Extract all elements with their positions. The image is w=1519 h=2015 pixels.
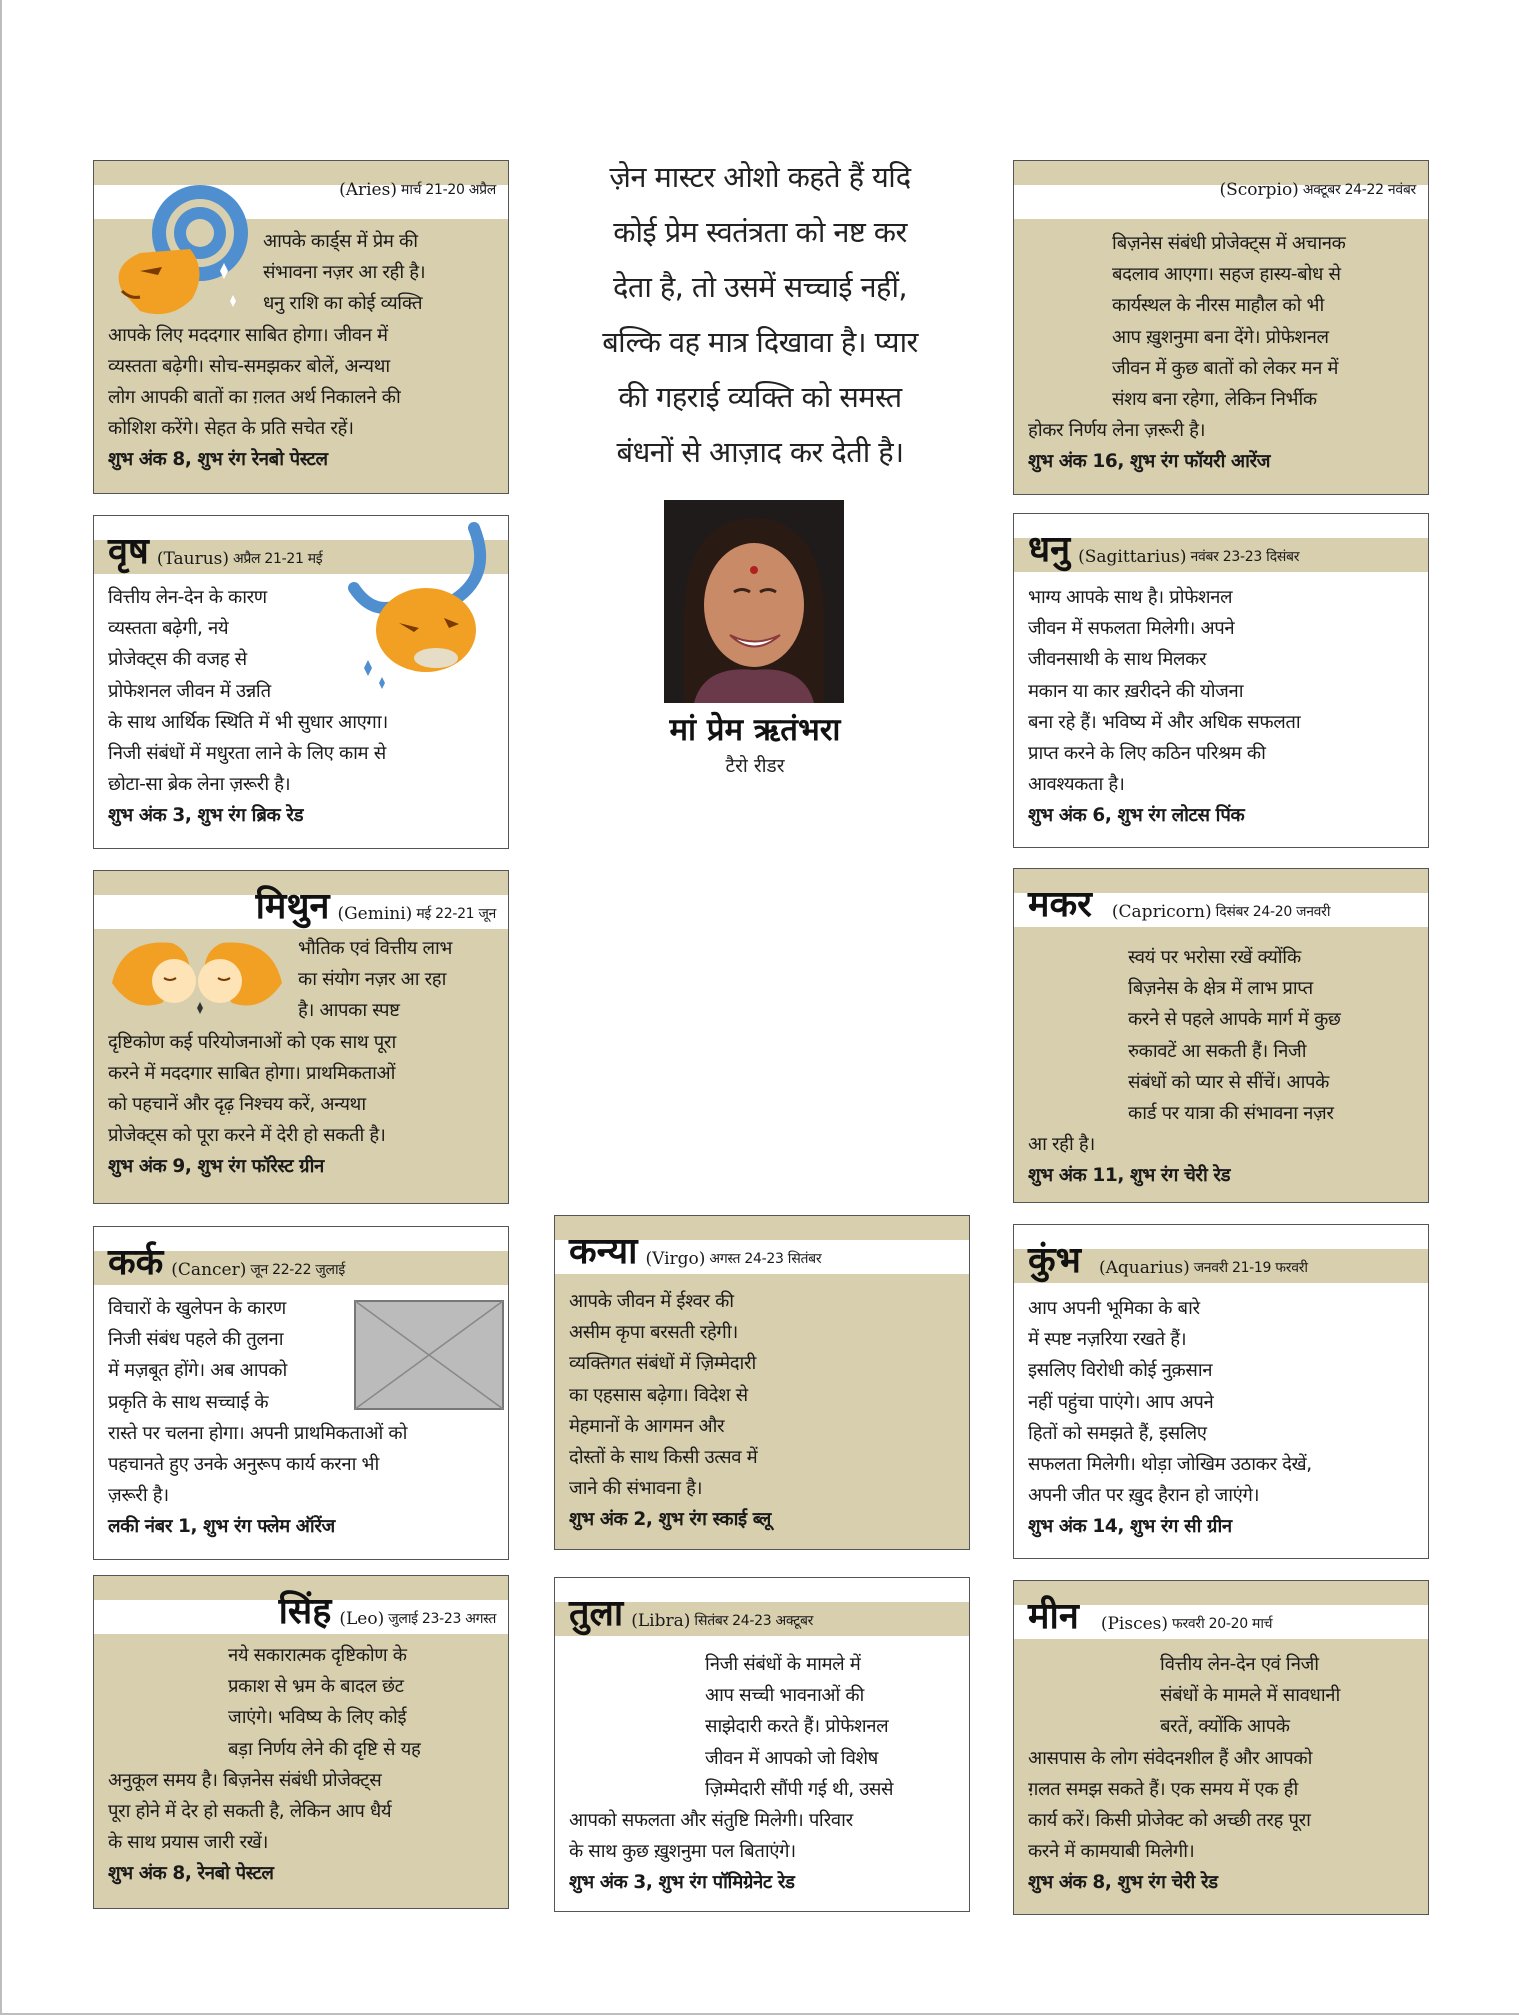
text-line: प्रोजेक्ट्स को पूरा करने में देरी हो सकती है। [108,1125,386,1147]
text-line: वित्तीय लेन-देन के कारण [108,587,267,608]
text-line: भौतिक एवं वित्तीय लाभ [298,938,453,959]
quote-line: की गहराई व्यक्ति को समस्त [618,380,902,414]
sign-english-name: (Leo) [339,1609,385,1629]
text-line: हितों को समझते हैं, इसलिए [1028,1422,1207,1444]
sign-name: सिंह [278,1591,332,1632]
sign-dates: फरवरी 20-20 मार्च [1172,1616,1273,1632]
sign-english-name: (Capricorn) [1111,902,1212,922]
lucky-number-color: शुभ अंक 6, शुभ रंग लोटस पिंक [1028,805,1245,827]
sign-dates: जुलाई 23-23 अगस्त [388,1611,496,1627]
text-line: रुकावटें आ सकती हैं। निजी [1128,1040,1307,1062]
horoscope-libra [554,1577,970,1912]
text-line: संबंधों के मामले में सावधानी [1160,1685,1340,1707]
text-line: व्यस्तता बढ़ेगी। सोच-समझकर बोलें, अन्यथा [108,355,390,377]
text-line: प्रकाश से भ्रम के बादल छंट [228,1676,404,1698]
sign-english-name: (Sagittarius) [1078,547,1187,567]
author-photo [664,500,844,703]
text-line: बना रहे हैं। भविष्य में और अधिक सफलता [1028,711,1301,733]
sign-dates: सितंबर 24-23 अक्टूबर [694,1613,814,1629]
text-line: कार्य करें। किसी प्रोजेक्ट को अच्छी तरह पूरा [1028,1810,1311,1832]
text-line: बिज़नेस के क्षेत्र में लाभ प्राप्त [1128,978,1313,1000]
text-line: नहीं पहुंचा पाएंगे। आप अपने [1028,1391,1214,1413]
lucky-number-color: शुभ अंक 8, शुभ रंग चेरी रेड [1028,1872,1218,1894]
sign-english-name: (Libra) [631,1611,691,1631]
lucky-number-color: शुभ अंक 8, रेनबो पेस्टल [108,1863,274,1885]
horoscope-cancer [93,1226,509,1560]
text-line: अनुकूल समय है। बिज़नेस संबंधी प्रोजेक्ट्स [108,1769,382,1791]
text-line: बरतें, क्योंकि आपके [1160,1716,1290,1738]
horoscope-text [108,1293,496,1543]
text-line: के साथ आर्थिक स्थिति में भी सुधार आएगा। [108,711,388,733]
text-line: साझेदारी करते हैं। प्रोफेशनल [705,1716,889,1738]
sign-name: वृष [108,531,149,572]
text-line: जाएंगे। भविष्य के लिए कोई [228,1707,407,1729]
portrait-image [664,500,844,703]
text-line: प्रोफेशनल जीवन में उन्नति [108,680,271,702]
text-line: इसलिए विरोधी कोई नुक़सान [1028,1360,1213,1382]
sign-english-name: (Scorpio) [1219,180,1299,200]
horoscope-pisces [1013,1580,1429,1915]
sign-english-name: (Virgo) [645,1249,706,1269]
quote-line: ज़ेन मास्टर ओशो कहते हैं यदि [609,160,911,194]
sign-dates: नवंबर 23-23 दिसंबर [1190,549,1300,565]
horoscope-virgo [554,1215,970,1550]
text-line: में मज़बूत होंगे। अब आपको [108,1360,287,1382]
sign-header [1028,530,1299,570]
sign-dates: अप्रैल 21-21 मई [233,551,323,567]
text-line: होकर निर्णय लेना ज़रूरी है। [1028,420,1206,442]
text-line: ज़िम्मेदारी सौंपी गई थी, उससे [705,1778,894,1800]
text-line: भाग्य आपके साथ है। प्रोफेशनल [1028,587,1233,608]
text-line: निजी संबंधों के मामले में [705,1654,861,1675]
sign-name: मकर [1028,884,1092,925]
horoscope-leo [93,1575,509,1909]
author-role: टैरो रीडर [725,755,785,777]
sign-header [108,532,322,572]
lucky-number-color: शुभ अंक 8, शुभ रंग रेनबो पेस्टल [108,449,328,471]
text-line: जाने की संभावना है। [569,1478,703,1500]
sign-english-name: (Pisces) [1100,1614,1169,1634]
sign-dates: जून 22-22 जुलाई [250,1262,345,1278]
text-line: है। आपका स्पष्ट [298,1000,400,1022]
text-line: व्यक्तिगत संबंधों में ज़िम्मेदारी [569,1353,756,1375]
sign-dates: जनवरी 21-19 फरवरी [1193,1260,1308,1276]
sign-english-name: (Cancer) [171,1260,247,1280]
text-line: बदलाव आएगा। सहज हास्य-बोध से [1112,264,1341,286]
horoscope-gemini [93,870,509,1204]
text-line: का संयोग नज़र आ रहा [298,969,447,991]
horoscope-aries [93,160,509,494]
text-line: स्वयं पर भरोसा रखें क्योंकि [1128,947,1301,968]
sign-header [1028,1597,1272,1637]
text-line: आ रही है। [1028,1134,1095,1156]
text-line: संभावना नज़र आ रही है। [263,262,426,284]
sign-header [569,1594,813,1634]
sign-name: तुला [569,1593,624,1634]
sign-dates: दिसंबर 24-20 जनवरी [1215,904,1331,920]
text-line: जीवन में कुछ बातों को लेकर मन में [1112,357,1339,379]
sign-header [108,1243,345,1283]
sign-name: कुंभ [1028,1240,1081,1281]
sign-english-name: (Gemini) [337,904,413,924]
horoscope-aquarius [1013,1224,1429,1559]
lucky-number-color: शुभ अंक 11, शुभ रंग चेरी रेड [1028,1165,1231,1187]
horoscope-scorpio [1013,160,1429,495]
text-line: रास्ते पर चलना होगा। अपनी प्राथमिकताओं को [108,1422,407,1444]
lucky-number-color: शुभ अंक 2, शुभ रंग स्काई ब्लू [569,1509,771,1531]
text-line: आप अपनी भूमिका के बारे [1028,1298,1200,1319]
text-line: कार्ड पर यात्रा की संभावना नज़र [1128,1103,1334,1125]
text-line: निजी संबंधों में मधुरता लाने के लिए काम से [108,743,386,765]
horoscope-text [1028,582,1416,832]
horoscope-text [569,1286,957,1536]
text-line: ज़रूरी है। [108,1485,169,1507]
text-line: आपके जीवन में ईश्वर की [569,1291,734,1312]
text-line: धनु राशि का कोई व्यक्ति [263,293,423,315]
sign-english-name: (Aquarius) [1098,1258,1190,1278]
text-line: करने से पहले आपके मार्ग में कुछ [1128,1009,1341,1031]
text-line: आसपास के लोग संवेदनशील हैं और आपको [1028,1747,1312,1769]
quote-line: बल्कि वह मात्र दिखावा है। प्यार [602,325,918,359]
lucky-number-color: शुभ अंक 14, शुभ रंग सी ग्रीन [1028,1516,1232,1538]
text-line: व्यस्तता बढ़ेगी, नये [108,618,229,640]
text-line: प्रकृति के साथ सच्चाई के [108,1391,269,1413]
sign-header [1028,885,1330,925]
text-line: दोस्तों के साथ किसी उत्सव में [569,1447,758,1469]
sign-english-name: (Taurus) [156,549,229,569]
sign-english-name: (Aries) [339,180,397,200]
text-line: अपनी जीत पर ख़ुद हैरान हो जाएंगे। [1028,1485,1260,1507]
text-line: आपके लिए मददगार साबित होगा। जीवन में [108,324,388,346]
text-line: करने में कामयाबी मिलेगी। [1028,1841,1195,1863]
sign-header [256,887,496,927]
lucky-number-color: शुभ अंक 16, शुभ रंग फॉयरी आरेंज [1028,451,1271,473]
text-line: आप ख़ुशनुमा बना देंगे। प्रोफेशनल [1112,326,1329,348]
horoscope-text [108,933,496,1183]
text-line: सफलता मिलेगी। थोड़ा जोखिम उठाकर देखें, [1028,1454,1312,1476]
text-line: कोशिश करेंगे। सेहत के प्रति सचेत रहें। [108,418,354,440]
sign-dates: मई 22-21 जून [416,906,496,922]
text-line: प्राप्त करने के लिए कठिन परिश्रम की [1028,743,1266,765]
quote-line: देता है, तो उसमें सच्चाई नहीं, [613,270,907,304]
text-line: मकान या कार ख़रीदने की योजना [1028,680,1244,702]
text-line: जीवनसाथी के साथ मिलकर [1028,649,1207,671]
horoscope-text [1028,1649,1416,1899]
text-line: संबंधों को प्यार से सींचें। आपके [1128,1071,1329,1093]
horoscope-text [569,1649,957,1899]
horoscope-sagittarius [1013,513,1429,848]
text-line: बिज़नेस संबंधी प्रोजेक्ट्स में अचानक [1112,233,1346,254]
sign-name: कन्या [569,1231,638,1272]
text-line: करने में मददगार साबित होगा। प्राथमिकताओं [108,1062,396,1084]
quote-line: कोई प्रेम स्वतंत्रता को नष्ट कर [613,215,907,249]
text-line: मेहमानों के आगमन और [569,1415,725,1437]
text-line: पहचानते हुए उनके अनुरूप कार्य करना भी [108,1454,379,1476]
sign-name: मिथुन [255,886,330,927]
text-line: दृष्टिकोण कई परियोजनाओं को एक साथ पूरा [108,1031,396,1053]
text-line: असीम कृपा बरसती रहेगी। [569,1322,738,1344]
text-line: आपको सफलता और संतुष्टि मिलेगी। परिवार [569,1810,853,1832]
sign-header [1211,177,1416,203]
text-line: कार्यस्थल के नीरस माहौल को भी [1112,295,1324,317]
text-line: लोग आपकी बातों का ग़लत अर्थ निकालने की [108,387,401,409]
text-line: आप सच्ची भावनाओं की [705,1685,864,1707]
sign-header [569,1232,821,1272]
sign-dates: मार्च 21-20 अप्रैल [400,182,496,198]
sign-header [331,177,496,203]
sign-dates: अगस्त 24-23 सितंबर [709,1251,822,1267]
text-line: जीवन में आपको जो विशेष [705,1747,878,1769]
text-line: आवश्यकता है। [1028,774,1125,796]
horoscope-text [108,226,496,476]
text-line: नये सकारात्मक दृष्टिकोण के [228,1645,407,1666]
sign-dates: अक्टूबर 24-22 नवंबर [1302,182,1416,198]
lucky-number-color: शुभ अंक 3, शुभ रंग पॉमिग्रेनेट रेड [569,1872,795,1894]
lucky-number-color: शुभ अंक 3, शुभ रंग ब्रिक रेड [108,805,304,827]
sign-name: कर्क [108,1242,164,1283]
horoscope-capricorn [1013,868,1429,1203]
horoscope-text [108,1640,496,1890]
text-line: के साथ कुछ ख़ुशनुमा पल बिताएंगे। [569,1841,796,1863]
text-line: छोटा-सा ब्रेक लेना ज़रूरी है। [108,774,291,796]
text-line: को पहचानें और दृढ़ निश्चय करें, अन्यथा [108,1094,366,1116]
text-line: के साथ प्रयास जारी रखें। [108,1832,268,1854]
text-line: प्रोजेक्ट्स की वजह से [108,649,247,671]
sign-header [1028,1241,1308,1281]
text-line: पूरा होने में देर हो सकती है, लेकिन आप धैर्य [108,1801,392,1823]
text-line: का एहसास बढ़ेगा। विदेश से [569,1384,748,1406]
horoscope-text [1028,1293,1416,1543]
quote-line: बंधनों से आज़ाद कर देती है। [616,435,904,469]
text-line: ग़लत समझ सकते हैं। एक समय में एक ही [1028,1778,1298,1800]
horoscope-text [1028,228,1416,478]
text-line: वित्तीय लेन-देन एवं निजी [1160,1654,1319,1675]
text-line: संशय बना रहेगा, लेकिन निर्भीक [1112,389,1317,411]
text-line: में स्पष्ट नज़रिया रखते हैं। [1028,1329,1187,1351]
text-line: बड़ा निर्णय लेने की दृष्टि से यह [228,1738,421,1760]
sign-name: मीन [1028,1596,1079,1637]
sign-header [279,1592,496,1632]
horoscope-text [108,582,496,832]
osho-quote [540,150,980,480]
text-line: विचारों के खुलेपन के कारण [108,1298,286,1319]
horoscope-taurus [93,515,509,849]
horoscope-text [1028,942,1416,1192]
text-line: जीवन में सफलता मिलेगी। अपने [1028,618,1235,640]
lucky-number-color: लकी नंबर 1, शुभ रंग फ्लेम ऑरेंज [108,1516,335,1538]
author-name: मां प्रेम ऋतंभरा [669,712,841,748]
text-line: आपके कार्ड्स में प्रेम की [263,231,418,252]
text-line: निजी संबंध पहले की तुलना [108,1329,284,1351]
sign-name: धनु [1028,529,1071,570]
lucky-number-color: शुभ अंक 9, शुभ रंग फॉरेस्ट ग्रीन [108,1156,324,1178]
